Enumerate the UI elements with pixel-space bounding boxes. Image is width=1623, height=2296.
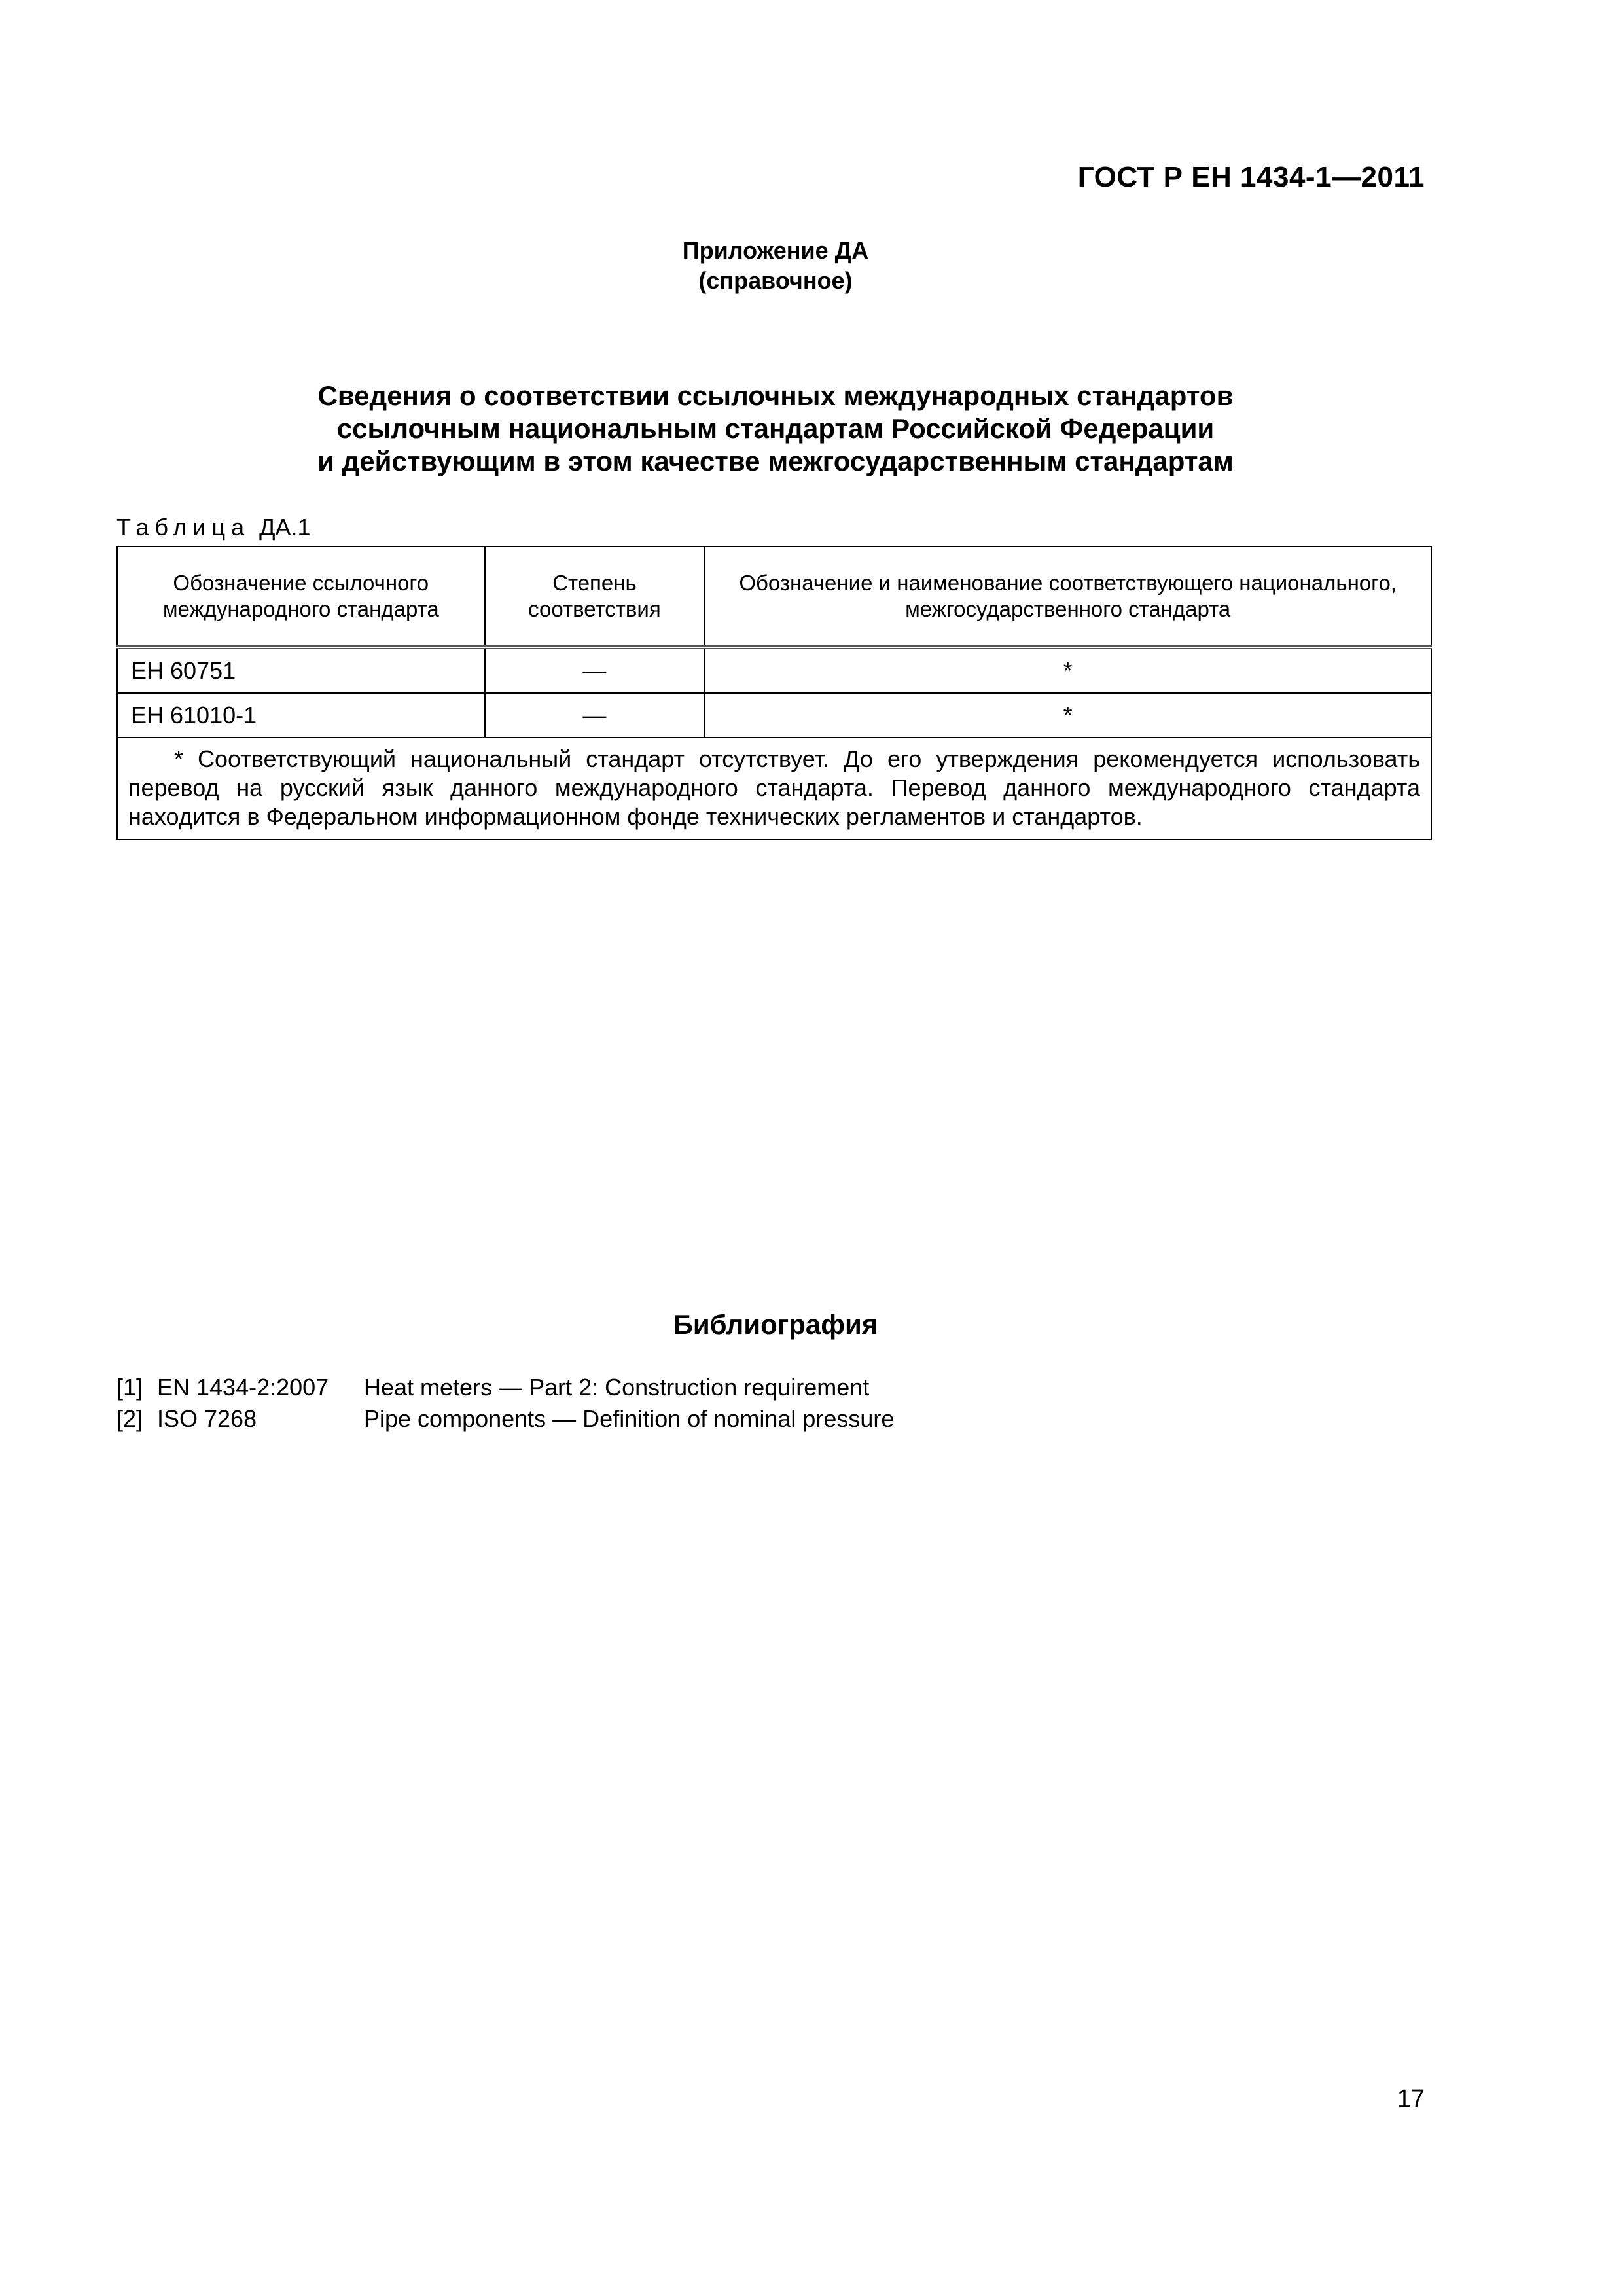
annex-block bbox=[0, 236, 1551, 296]
table-cell: — bbox=[485, 647, 705, 693]
table-cell: ЕН 61010-1 bbox=[117, 693, 485, 738]
correspondence-table bbox=[116, 546, 1432, 840]
table-caption-id: ДА.1 bbox=[259, 514, 311, 541]
table-cell: — bbox=[485, 693, 705, 738]
column-header: Обозначение и наименование соответствующего национального, межгосударственного стандарта bbox=[704, 547, 1431, 647]
table-cell: ЕН 60751 bbox=[117, 647, 485, 693]
table-caption-word: Таблица bbox=[116, 514, 251, 541]
bibliography-item bbox=[116, 1372, 894, 1403]
annex-title: Приложение ДА bbox=[682, 237, 869, 264]
heading-line: Сведения о соответствии ссылочных международных стандартов bbox=[317, 380, 1234, 411]
table-header-row bbox=[117, 547, 1431, 647]
bibliography-code: ISO 7268 bbox=[157, 1405, 257, 1432]
bibliography-number: [1] bbox=[116, 1374, 143, 1401]
table-cell: * bbox=[704, 647, 1431, 693]
column-header: Обозначение ссылочного международного стандарта bbox=[117, 547, 485, 647]
document-code: ГОСТ Р ЕН 1434-1—2011 bbox=[1077, 161, 1425, 193]
bibliography-title-text: Pipe components — Definition of nominal pressure bbox=[364, 1405, 895, 1432]
annex-subtitle: (справочное) bbox=[698, 267, 853, 294]
bibliography-code: EN 1434-2:2007 bbox=[157, 1374, 329, 1401]
bibliography-item bbox=[116, 1403, 894, 1435]
table-cell: * bbox=[704, 693, 1431, 738]
table-caption bbox=[116, 513, 311, 542]
column-header: Степень соответствия bbox=[485, 547, 705, 647]
table-row bbox=[117, 647, 1431, 693]
table-row bbox=[117, 693, 1431, 738]
bibliography-title-text: Heat meters — Part 2: Construction requirement bbox=[364, 1374, 870, 1401]
bibliography-list bbox=[116, 1372, 894, 1435]
bibliography-number: [2] bbox=[116, 1405, 143, 1432]
section-heading bbox=[0, 380, 1551, 478]
bibliography-title: Библиография bbox=[673, 1309, 878, 1340]
table-footnote-row bbox=[117, 738, 1431, 840]
table-footnote: * Соответствующий национальный стандарт отсутствует. До его утверждения рекомендуется использовать перевод на русский язык данного международного стандарта. Перевод данного международного стандарта находится в Федеральном информационном фонде технических регламентов и стандартов. bbox=[117, 738, 1431, 840]
heading-line: и действующим в этом качестве межгосударственным стандартам bbox=[317, 446, 1234, 476]
heading-line: ссылочным национальным стандартам Российской Федерации bbox=[336, 413, 1215, 444]
page-number: 17 bbox=[1397, 2085, 1425, 2113]
